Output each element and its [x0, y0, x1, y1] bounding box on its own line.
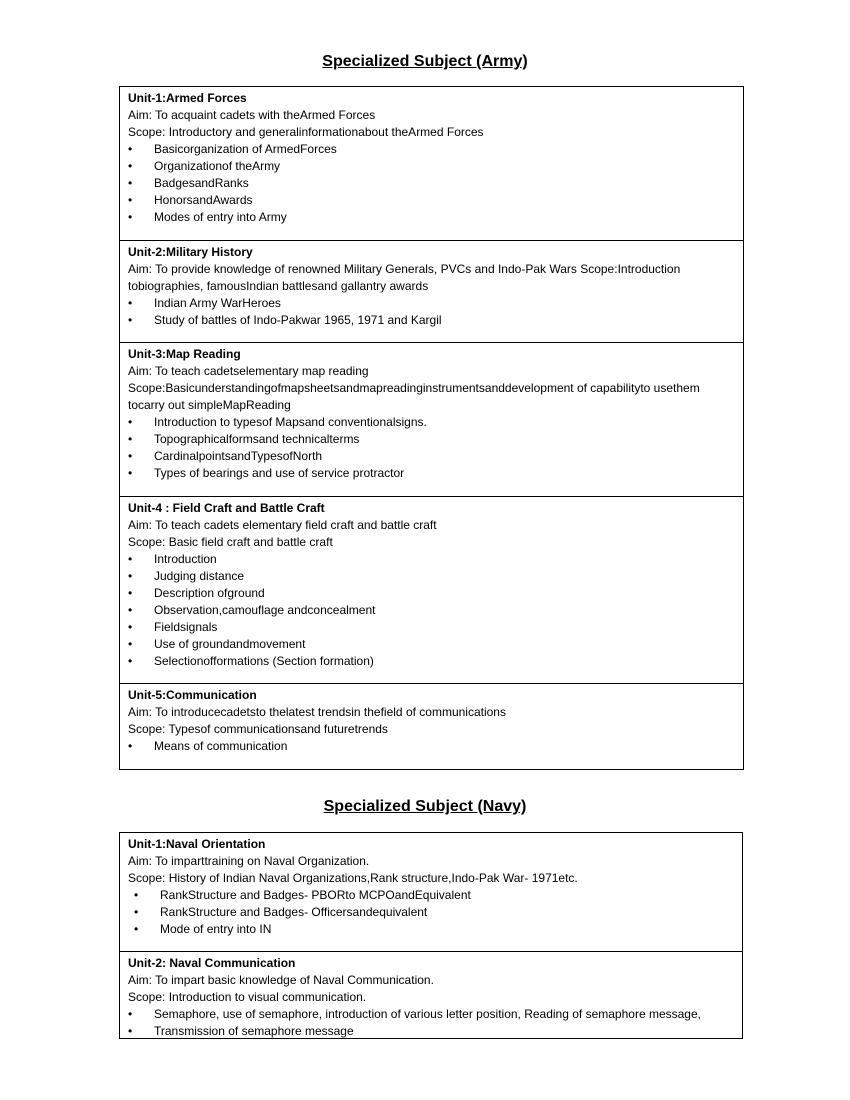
list-item: • Selectionofformations (Section formation)	[128, 653, 735, 670]
unit-title: Unit-3:Map Reading	[128, 347, 241, 361]
topic-list	[128, 141, 735, 226]
list-item: • Indian Army WarHeroes	[128, 295, 735, 312]
list-item: • Types of bearings and use of service protractor	[128, 465, 735, 482]
list-item: • Use of groundandmovement	[128, 636, 735, 653]
list-item: • Modes of entry into Army	[128, 209, 735, 226]
army-unit-1	[120, 87, 743, 241]
unit-title: Unit-4 : Field Craft and Battle Craft	[128, 501, 325, 515]
list-item: • RankStructure and Badges- PBORto MCPOandEquivalent	[128, 887, 734, 904]
list-item: • Transmission of semaphore message	[128, 1023, 734, 1040]
unit-aim: Aim: To teach cadetselementary map reading	[128, 364, 369, 378]
army-unit-3	[120, 343, 743, 497]
unit-scope: Scope: Basic field craft and battle craft	[128, 535, 333, 549]
army-unit-2	[120, 241, 743, 343]
unit-aim: Aim: To acquaint cadets with theArmed Forces	[128, 108, 376, 122]
unit-title: Unit-2:Military History	[128, 245, 253, 259]
navy-unit-1	[120, 833, 742, 952]
list-item: • CardinalpointsandTypesofNorth	[128, 448, 735, 465]
list-item: • Organizationof theArmy	[128, 158, 735, 175]
list-item: • Basicorganization of ArmedForces	[128, 141, 735, 158]
list-item: • HonorsandAwards	[128, 192, 735, 209]
list-item: • Study of battles of Indo-Pakwar 1965, 1971 and Kargil	[128, 312, 735, 329]
unit-scope: Scope: History of Indian Naval Organizations,Rank structure,Indo-Pak War- 1971etc.	[128, 871, 578, 885]
navy-syllabus-table	[119, 832, 743, 1039]
unit-scope: Scope: Introduction to visual communication.	[128, 990, 367, 1004]
navy-section-title: Specialized Subject (Navy)	[323, 798, 527, 815]
list-item: • Description ofground	[128, 585, 735, 602]
unit-aim: Aim: To impart basic knowledge of Naval Communication.	[128, 973, 434, 987]
unit-title: Unit-5:Communication	[128, 688, 257, 702]
topic-list	[128, 738, 735, 755]
list-item: • Means of communication	[128, 738, 735, 755]
topic-list	[128, 295, 735, 329]
list-item: • Topographicalformsand technicalterms	[128, 431, 735, 448]
army-unit-5	[120, 684, 743, 769]
unit-title: Unit-1:Armed Forces	[128, 91, 247, 105]
unit-scope: Scope:Basicunderstandingofmapsheetsandmapreadinginstrumentsanddevelopment of capabilityto usethem tocarry out simpleMapReading	[128, 381, 700, 412]
list-item: • BadgesandRanks	[128, 175, 735, 192]
list-item: • Judging distance	[128, 568, 735, 585]
unit-aim: Aim: To introducecadetsto thelatest trendsin thefield of communications	[128, 705, 506, 719]
unit-aim-scope: Aim: To provide knowledge of renowned Military Generals, PVCs and Indo-Pak Wars Scope:Introduction tobiographies, famousIndian battlesand gallantry awards	[128, 262, 681, 293]
army-syllabus-table	[119, 86, 744, 770]
army-section-title: Specialized Subject (Army)	[322, 53, 528, 70]
unit-scope: Scope: Introductory and generalinformationabout theArmed Forces	[128, 125, 484, 139]
navy-unit-2	[120, 952, 742, 1038]
list-item: • RankStructure and Badges- Officersandequivalent	[128, 904, 734, 921]
list-item: • Semaphore, use of semaphore, introduction of various letter position, Reading of semaphore message,	[128, 1006, 734, 1023]
unit-aim: Aim: To imparttraining on Naval Organization.	[128, 854, 370, 868]
topic-list	[128, 887, 734, 938]
list-item: • Fieldsignals	[128, 619, 735, 636]
unit-scope: Scope: Typesof communicationsand futuretrends	[128, 722, 388, 736]
list-item: • Observation,camouflage andconcealment	[128, 602, 735, 619]
list-item: • Introduction to typesof Mapsand conventionalsigns.	[128, 414, 735, 431]
topic-list	[128, 414, 735, 482]
unit-aim: Aim: To teach cadets elementary field craft and battle craft	[128, 518, 437, 532]
topic-list	[128, 551, 735, 670]
unit-title: Unit-1:Naval Orientation	[128, 837, 266, 851]
list-item: • Mode of entry into IN	[128, 921, 734, 938]
list-item: • Introduction	[128, 551, 735, 568]
unit-title: Unit-2: Naval Communication	[128, 956, 296, 970]
army-unit-4	[120, 497, 743, 684]
topic-list	[128, 1006, 734, 1040]
